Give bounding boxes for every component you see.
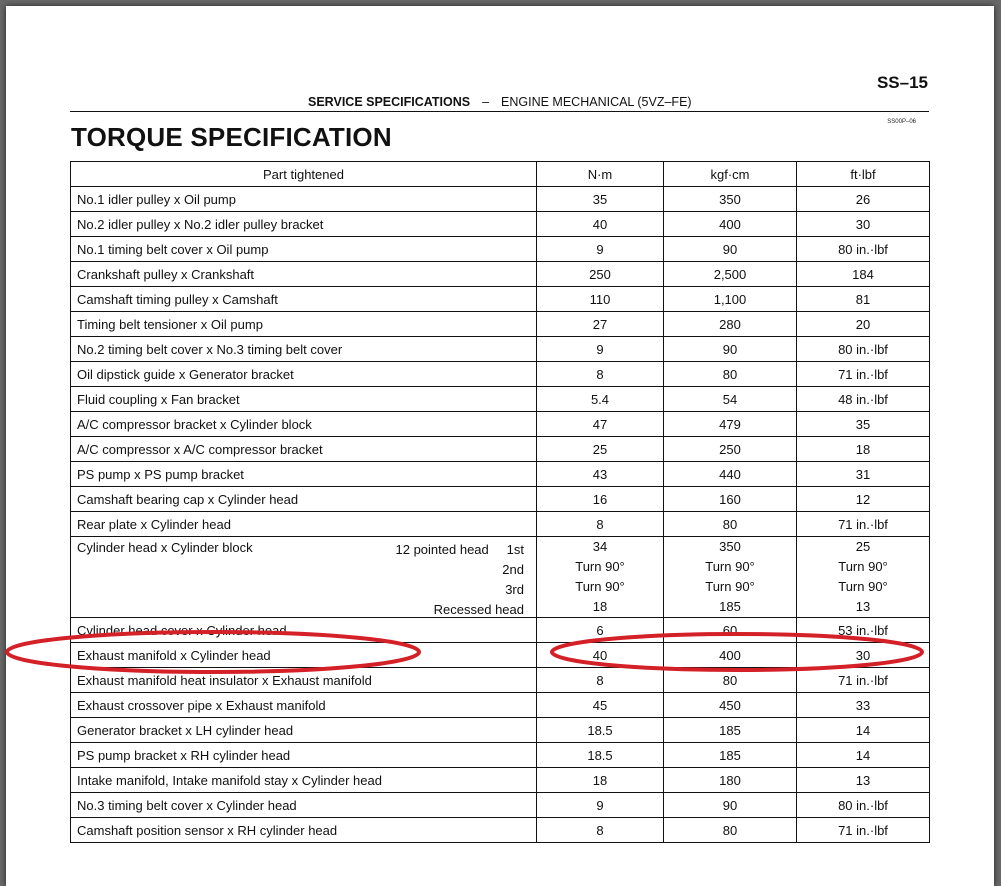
table-row bbox=[71, 337, 930, 362]
table-body-upper bbox=[71, 187, 930, 537]
table-cell-part: Intake manifold, Intake manifold stay x Cylinder head bbox=[71, 768, 537, 793]
table-row bbox=[71, 437, 930, 462]
table-row bbox=[71, 287, 930, 312]
table-cell-kgf-cm: 1,100 bbox=[664, 287, 797, 312]
table-cell-part: Exhaust crossover pipe x Exhaust manifold bbox=[71, 693, 537, 718]
table-cell-nm: 25 bbox=[537, 437, 664, 462]
table-cell-ft-lbf: 33 bbox=[797, 693, 930, 718]
table-cell-ft-lbf: 26 bbox=[797, 187, 930, 212]
table-cell-ft-lbf: 14 bbox=[797, 718, 930, 743]
table-cell-nm: 47 bbox=[537, 412, 664, 437]
table-body-lower bbox=[71, 618, 930, 843]
table-cell-nm: 9 bbox=[537, 337, 664, 362]
header-part: Part tightened bbox=[71, 162, 537, 187]
table-cell-nm: 250 bbox=[537, 262, 664, 287]
stage-step: 2nd bbox=[502, 562, 524, 577]
table-cell-nm: 8 bbox=[537, 362, 664, 387]
stage-value: 18 bbox=[592, 599, 608, 614]
table-cell-kgf-cm: 80 bbox=[664, 512, 797, 537]
stage-step: 3rd bbox=[505, 582, 524, 597]
stage-value: 34 bbox=[592, 539, 608, 554]
table-cell-ft-lbf: 35 bbox=[797, 412, 930, 437]
table-row bbox=[71, 362, 930, 387]
table-cell-part bbox=[71, 537, 537, 618]
table-cell-part: PS pump x PS pump bracket bbox=[71, 462, 537, 487]
table-cell-ft-lbf: 18 bbox=[797, 437, 930, 462]
table-row bbox=[71, 793, 930, 818]
table-row bbox=[71, 693, 930, 718]
stage-value: Turn 90° bbox=[705, 579, 755, 594]
table-cell-ft-lbf: 81 bbox=[797, 287, 930, 312]
table-cell-kgf-cm: 80 bbox=[664, 818, 797, 843]
table-row bbox=[71, 387, 930, 412]
stage-value: 185 bbox=[719, 599, 741, 614]
header-separator: – bbox=[482, 95, 490, 109]
table-cell-nm: 45 bbox=[537, 693, 664, 718]
table-cell-kgf-cm: 90 bbox=[664, 237, 797, 262]
table-cell-ft-lbf: 80 in.·lbf bbox=[797, 793, 930, 818]
header-section: SERVICE SPECIFICATIONS bbox=[308, 95, 471, 109]
table-cell-part: Rear plate x Cylinder head bbox=[71, 512, 537, 537]
table-cell-part: Cylinder head cover x Cylinder head bbox=[71, 618, 537, 643]
table-row bbox=[71, 818, 930, 843]
table-cell-kgf-cm bbox=[664, 537, 797, 618]
table-cell-nm: 18 bbox=[537, 768, 664, 793]
stage-label: Recessed head bbox=[433, 602, 524, 617]
table-cell-kgf-cm: 80 bbox=[664, 362, 797, 387]
stage-line bbox=[396, 600, 525, 620]
table-cell-ft-lbf: 14 bbox=[797, 743, 930, 768]
table-cell-nm: 9 bbox=[537, 793, 664, 818]
table-cell-part: No.2 idler pulley x No.2 idler pulley bracket bbox=[71, 212, 537, 237]
table-row bbox=[71, 237, 930, 262]
table-cell-kgf-cm: 90 bbox=[664, 337, 797, 362]
table-cell-nm: 5.4 bbox=[537, 387, 664, 412]
stage-value: Turn 90° bbox=[705, 559, 755, 574]
table-cell-part: A/C compressor x A/C compressor bracket bbox=[71, 437, 537, 462]
table-cell-kgf-cm: 400 bbox=[664, 212, 797, 237]
stage-value: 13 bbox=[855, 599, 871, 614]
table-cell-nm: 27 bbox=[537, 312, 664, 337]
table-row bbox=[71, 212, 930, 237]
table-cell-kgf-cm: 2,500 bbox=[664, 262, 797, 287]
table-row bbox=[71, 262, 930, 287]
table-cell-kgf-cm: 250 bbox=[664, 437, 797, 462]
running-header bbox=[70, 95, 929, 112]
multi-row-part-label: Cylinder head x Cylinder block bbox=[77, 540, 253, 555]
table-cell-kgf-cm: 160 bbox=[664, 487, 797, 512]
table-cell-kgf-cm: 440 bbox=[664, 462, 797, 487]
table-cell-nm: 110 bbox=[537, 287, 664, 312]
stage-line bbox=[396, 560, 525, 580]
table-cell-kgf-cm: 400 bbox=[664, 643, 797, 668]
table-cell-part: Exhaust manifold heat insulator x Exhaust manifold bbox=[71, 668, 537, 693]
table-cell-kgf-cm: 185 bbox=[664, 718, 797, 743]
table-row bbox=[71, 487, 930, 512]
torque-table bbox=[70, 161, 930, 843]
table-cell-kgf-cm: 54 bbox=[664, 387, 797, 412]
table-row bbox=[71, 743, 930, 768]
table-cell-ft-lbf bbox=[797, 537, 930, 618]
table-cell-part: Camshaft bearing cap x Cylinder head bbox=[71, 487, 537, 512]
table-cell-kgf-cm: 479 bbox=[664, 412, 797, 437]
table-cell-kgf-cm: 60 bbox=[664, 618, 797, 643]
table-cell-kgf-cm: 450 bbox=[664, 693, 797, 718]
table-cell-ft-lbf: 30 bbox=[797, 643, 930, 668]
table-row bbox=[71, 618, 930, 643]
stage-value: Turn 90° bbox=[575, 579, 625, 594]
table-row bbox=[71, 718, 930, 743]
table-cell-part: No.2 timing belt cover x No.3 timing belt cover bbox=[71, 337, 537, 362]
table-cell-nm bbox=[537, 537, 664, 618]
table-cell-kgf-cm: 185 bbox=[664, 743, 797, 768]
table-cell-ft-lbf: 13 bbox=[797, 768, 930, 793]
table-cell-nm: 16 bbox=[537, 487, 664, 512]
table-cell-ft-lbf: 30 bbox=[797, 212, 930, 237]
table-cell-ft-lbf: 80 in.·lbf bbox=[797, 337, 930, 362]
table-cell-part: Timing belt tensioner x Oil pump bbox=[71, 312, 537, 337]
page-code: SS–15 bbox=[876, 73, 928, 92]
table-cell-part: Camshaft timing pulley x Camshaft bbox=[71, 287, 537, 312]
table-cell-nm: 18.5 bbox=[537, 743, 664, 768]
document-page bbox=[6, 6, 994, 886]
table-cell-part: PS pump bracket x RH cylinder head bbox=[71, 743, 537, 768]
table-row bbox=[71, 512, 930, 537]
table-cell-part: Exhaust manifold x Cylinder head bbox=[71, 643, 537, 668]
table-cell-part: Oil dipstick guide x Generator bracket bbox=[71, 362, 537, 387]
table-cell-nm: 40 bbox=[537, 212, 664, 237]
table-cell-nm: 8 bbox=[537, 818, 664, 843]
table-cell-nm: 35 bbox=[537, 187, 664, 212]
table-cell-ft-lbf: 80 in.·lbf bbox=[797, 237, 930, 262]
table-body-multi bbox=[71, 537, 930, 618]
table-row bbox=[71, 668, 930, 693]
page-title: TORQUE SPECIFICATION bbox=[71, 122, 392, 152]
table-cell-ft-lbf: 12 bbox=[797, 487, 930, 512]
stage-labels bbox=[396, 540, 525, 620]
table-cell-kgf-cm: 90 bbox=[664, 793, 797, 818]
table-cell-part: Generator bracket x LH cylinder head bbox=[71, 718, 537, 743]
table-cell-ft-lbf: 71 in.·lbf bbox=[797, 512, 930, 537]
table-header-row bbox=[71, 162, 930, 187]
table-cell-part: Crankshaft pulley x Crankshaft bbox=[71, 262, 537, 287]
table-cell-nm: 9 bbox=[537, 237, 664, 262]
stage-step: 1st bbox=[506, 542, 524, 557]
stage-label: 12 pointed head bbox=[395, 542, 489, 557]
table-row bbox=[71, 187, 930, 212]
table-cell-part: Camshaft position sensor x RH cylinder head bbox=[71, 818, 537, 843]
table-cell-kgf-cm: 280 bbox=[664, 312, 797, 337]
table-cell-kgf-cm: 80 bbox=[664, 668, 797, 693]
header-subsection: ENGINE MECHANICAL (5VZ–FE) bbox=[501, 95, 692, 109]
table-cell-ft-lbf: 71 in.·lbf bbox=[797, 668, 930, 693]
doc-code: SS00P–06 bbox=[887, 119, 916, 125]
stage-value: Turn 90° bbox=[575, 559, 625, 574]
table-cell-kgf-cm: 180 bbox=[664, 768, 797, 793]
table-cell-ft-lbf: 184 bbox=[797, 262, 930, 287]
table-cell-ft-lbf: 71 in.·lbf bbox=[797, 818, 930, 843]
table-cell-part: No.1 timing belt cover x Oil pump bbox=[71, 237, 537, 262]
stage-value: 25 bbox=[855, 539, 871, 554]
table-cell-ft-lbf: 48 in.·lbf bbox=[797, 387, 930, 412]
table-cell-nm: 43 bbox=[537, 462, 664, 487]
table-cell-part: No.1 idler pulley x Oil pump bbox=[71, 187, 537, 212]
table-cell-ft-lbf: 20 bbox=[797, 312, 930, 337]
table-row bbox=[71, 312, 930, 337]
table-row-cylinder-head bbox=[71, 537, 930, 618]
stage-value: 350 bbox=[719, 539, 741, 554]
stage-line bbox=[396, 540, 525, 560]
table-cell-part: A/C compressor bracket x Cylinder block bbox=[71, 412, 537, 437]
table-cell-ft-lbf: 71 in.·lbf bbox=[797, 362, 930, 387]
table-row bbox=[71, 768, 930, 793]
table-cell-nm: 8 bbox=[537, 512, 664, 537]
table-cell-nm: 40 bbox=[537, 643, 664, 668]
table-row bbox=[71, 412, 930, 437]
table-cell-nm: 18.5 bbox=[537, 718, 664, 743]
table-cell-nm: 8 bbox=[537, 668, 664, 693]
table-cell-nm: 6 bbox=[537, 618, 664, 643]
stage-line bbox=[396, 580, 525, 600]
header-nm: N·m bbox=[537, 162, 664, 187]
stage-value: Turn 90° bbox=[838, 579, 888, 594]
table-cell-kgf-cm: 350 bbox=[664, 187, 797, 212]
table-cell-part: Fluid coupling x Fan bracket bbox=[71, 387, 537, 412]
table-cell-part: No.3 timing belt cover x Cylinder head bbox=[71, 793, 537, 818]
table-cell-ft-lbf: 31 bbox=[797, 462, 930, 487]
stage-value: Turn 90° bbox=[838, 559, 888, 574]
table-cell-ft-lbf: 53 in.·lbf bbox=[797, 618, 930, 643]
table-row bbox=[71, 462, 930, 487]
header-kgf-cm: kgf·cm bbox=[664, 162, 797, 187]
header-ft-lbf: ft·lbf bbox=[797, 162, 930, 187]
table-row bbox=[71, 643, 930, 668]
